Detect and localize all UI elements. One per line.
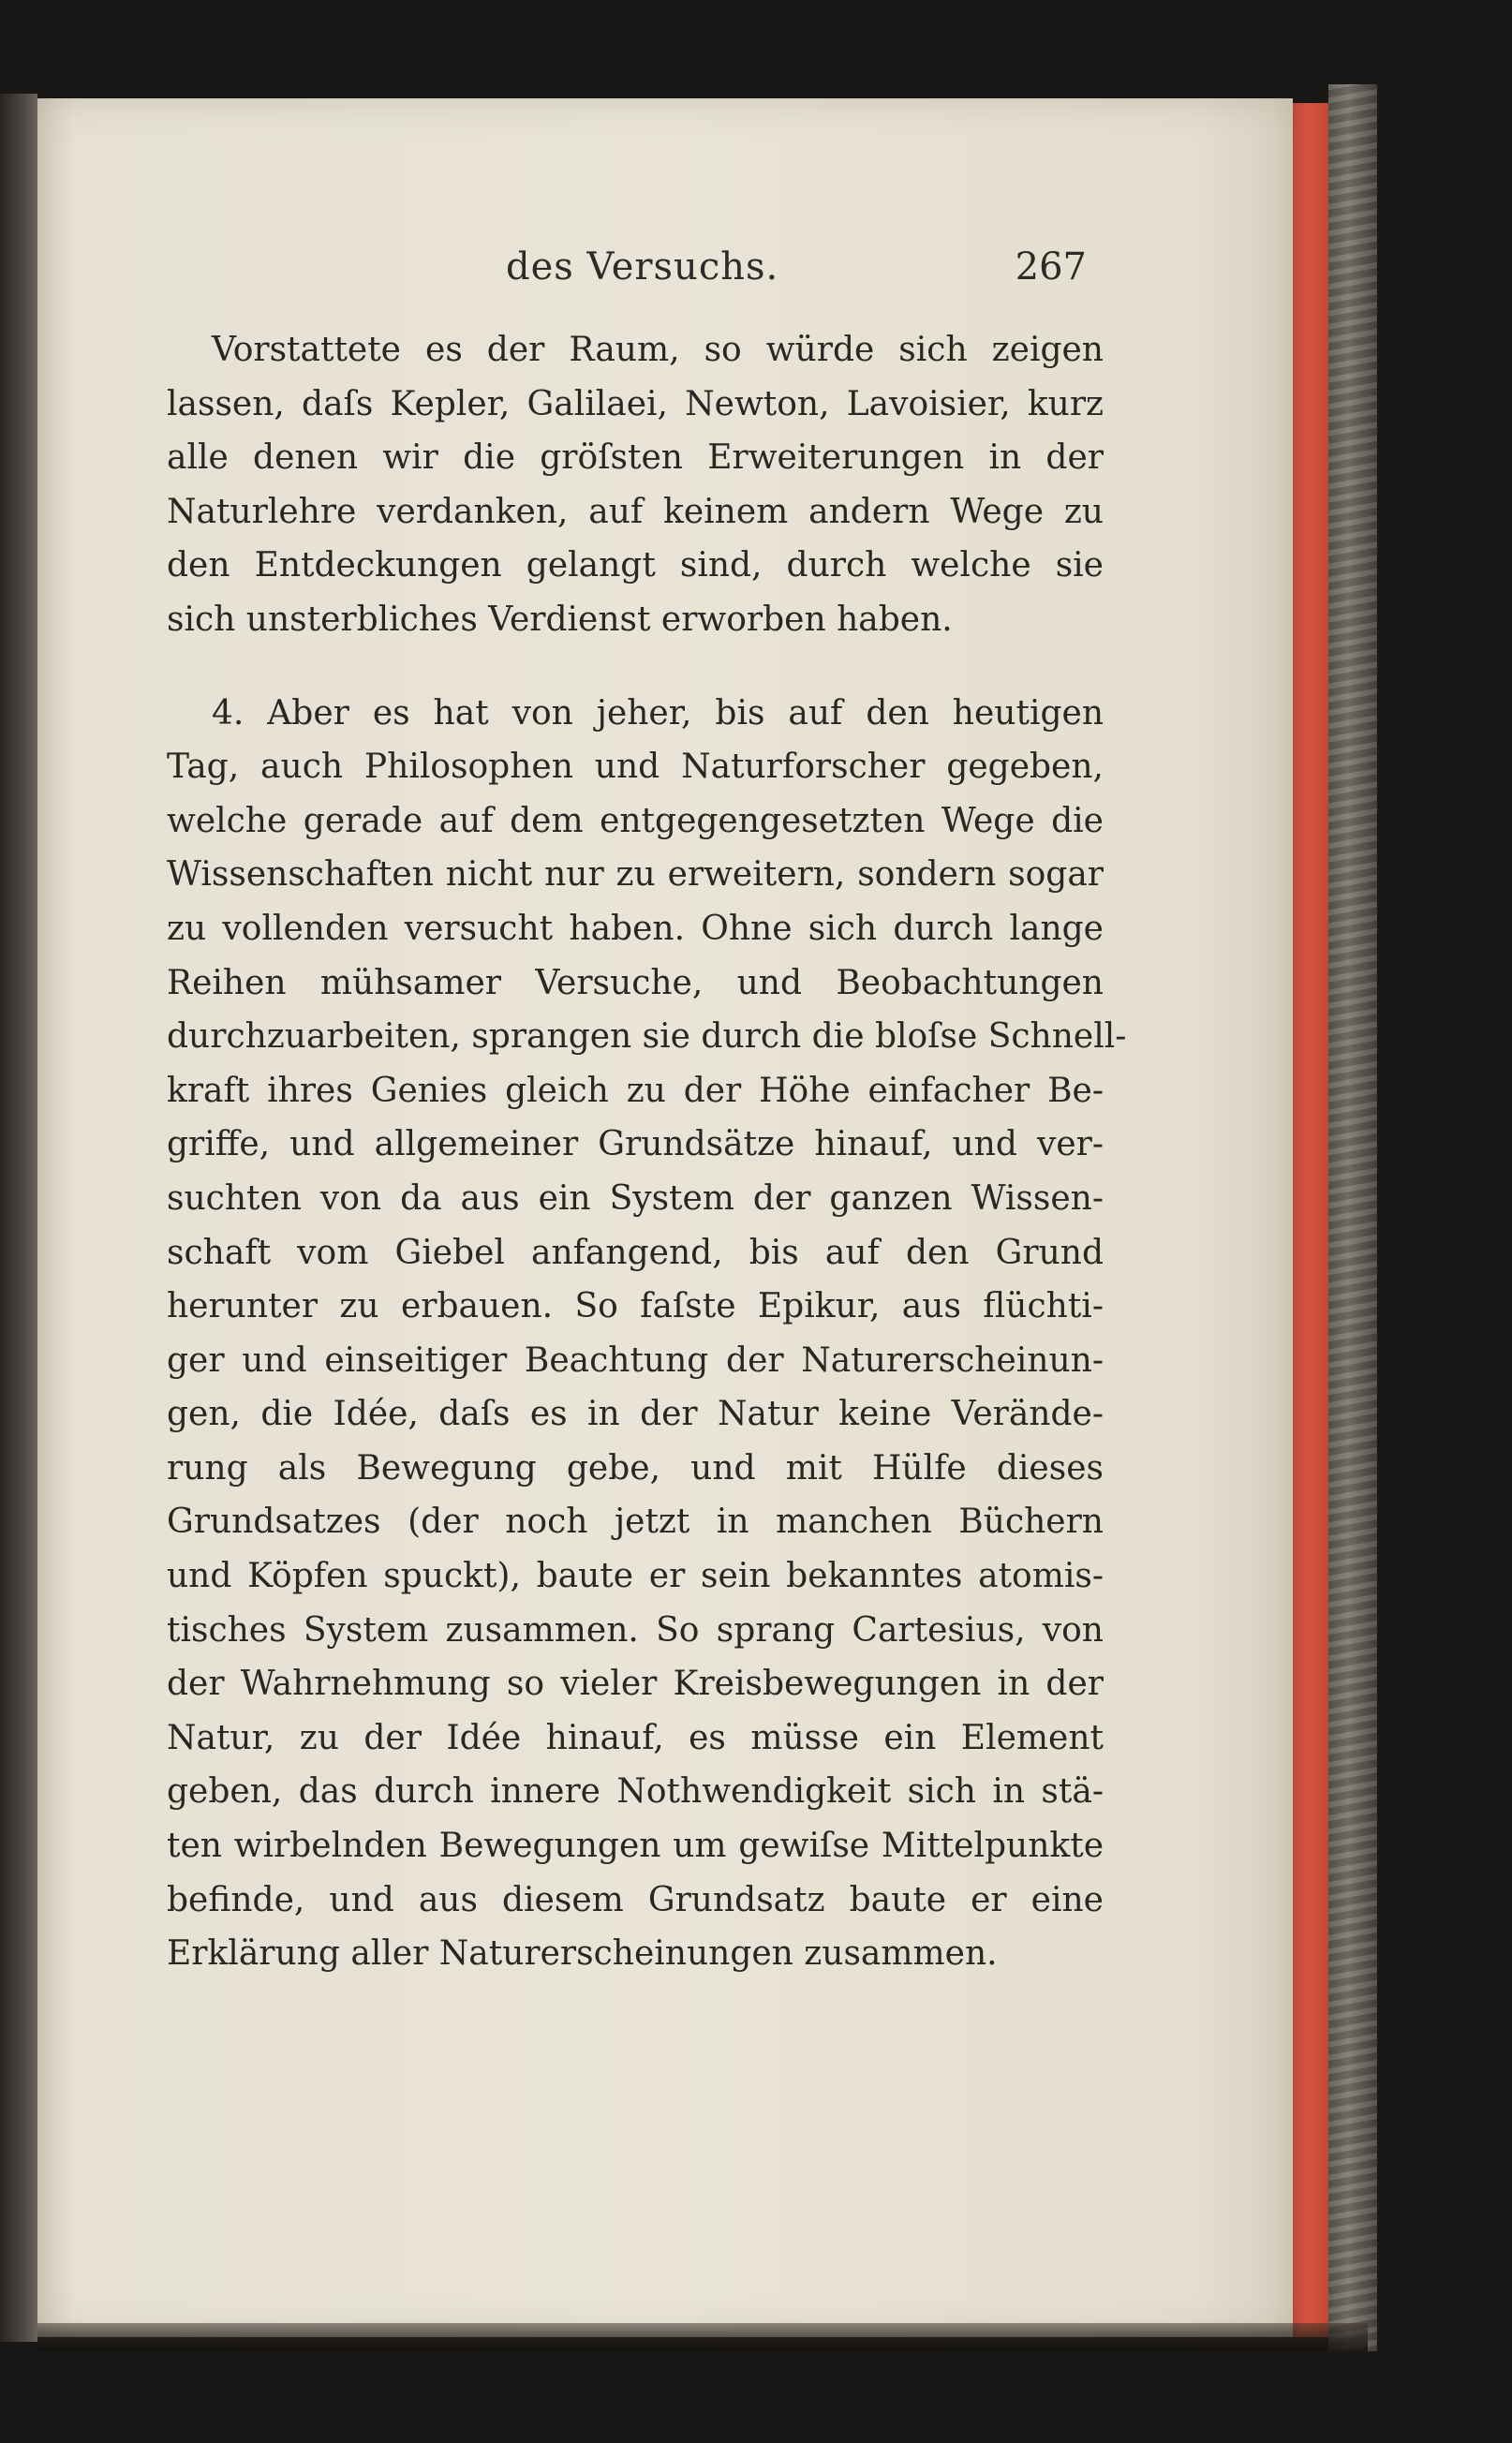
text-line: Wissenschaften nicht nur zu erweitern, sondern sogar: [167, 855, 1104, 895]
text-line: sich unsterbliches Verdienst erworben haben.: [167, 600, 953, 639]
text-line: den Entdeckungen gelangt sind, durch welche sie: [167, 546, 1104, 585]
paragraph-1: [167, 323, 1104, 647]
page-bottom-shadow: [37, 2323, 1368, 2351]
text-line: Tag, auch Philosophen und Naturforscher gegeben,: [167, 748, 1104, 787]
text-line: befinde, und aus diesem Grundsatz baute er eine: [167, 1880, 1104, 1919]
text-line: durchzuarbeiten, sprangen sie durch die bloſse Schnell-: [167, 1017, 1127, 1057]
text-line: geben, das durch innere Nothwendigkeit sich in stä-: [167, 1772, 1104, 1812]
body-text: [167, 323, 1127, 1981]
text-line: welche gerade auf dem entgegengesetzten Wege die: [167, 801, 1104, 840]
text-line: Vorstattete es der Raum, so würde sich zeigen: [212, 331, 1104, 369]
text-line: gen, die Idée, daſs es in der Natur keine Verände-: [167, 1395, 1104, 1434]
text-line: griffe, und allgemeiner Grundsätze hinauf, und ver-: [167, 1125, 1104, 1164]
text-line: herunter zu erbauen. So faſste Epikur, aus flüchti-: [167, 1287, 1104, 1326]
text-line: schaft vom Giebel anfangend, bis auf den Grund: [167, 1233, 1104, 1272]
text-line: ten wirbelnden Bewegungen um gewiſse Mittelpunkte: [167, 1827, 1104, 1866]
text-line: lassen, daſs Kepler, Galilaei, Newton, Lavoisier, kurz: [167, 384, 1104, 423]
text-line: 4. Aber es hat von jeher, bis auf den heutigen: [212, 693, 1104, 733]
text-line: Natur, zu der Idée hinauf, es müsse ein Element: [167, 1718, 1104, 1757]
running-head: des Versuchs.: [506, 245, 779, 289]
text-line: suchten von da aus ein System der ganzen Wissen-: [167, 1178, 1104, 1218]
book-spine: [0, 94, 37, 2342]
text-line: kraft ihres Genies gleich zu der Höhe einfacher Be-: [167, 1071, 1104, 1110]
text-line: alle denen wir die gröſsten Erweiterungen in der: [167, 438, 1104, 478]
page-number: 267: [1015, 245, 1087, 289]
book-cover-edge: [1328, 84, 1377, 2351]
text-line: zu vollenden versucht haben. Ohne sich durch lange: [167, 909, 1104, 948]
text-line: tisches System zusammen. So sprang Cartesius, von: [167, 1610, 1104, 1650]
text-line: ger und einseitiger Beachtung der Naturerscheinun-: [167, 1340, 1104, 1380]
page-header: [169, 245, 1087, 302]
text-line: Erklärung aller Naturerscheinungen zusammen.: [167, 1934, 998, 1974]
text-line: Reihen mühsamer Versuche, und Beobachtungen: [167, 963, 1104, 1002]
paragraph-2: [167, 687, 1127, 1981]
text-line: der Wahrnehmung so vieler Kreisbewegungen in der: [167, 1665, 1104, 1704]
text-line: und Köpfen spuckt), baute er sein bekanntes atomis-: [167, 1557, 1104, 1596]
text-line: rung als Bewegung gebe, und mit Hülfe dieses: [167, 1448, 1104, 1488]
text-line: Grundsatzes (der noch jetzt in manchen Büchern: [167, 1503, 1104, 1542]
page-edges-red: [1293, 103, 1328, 2337]
text-line: Naturlehre verdanken, auf keinem andern Wege zu: [167, 492, 1104, 531]
